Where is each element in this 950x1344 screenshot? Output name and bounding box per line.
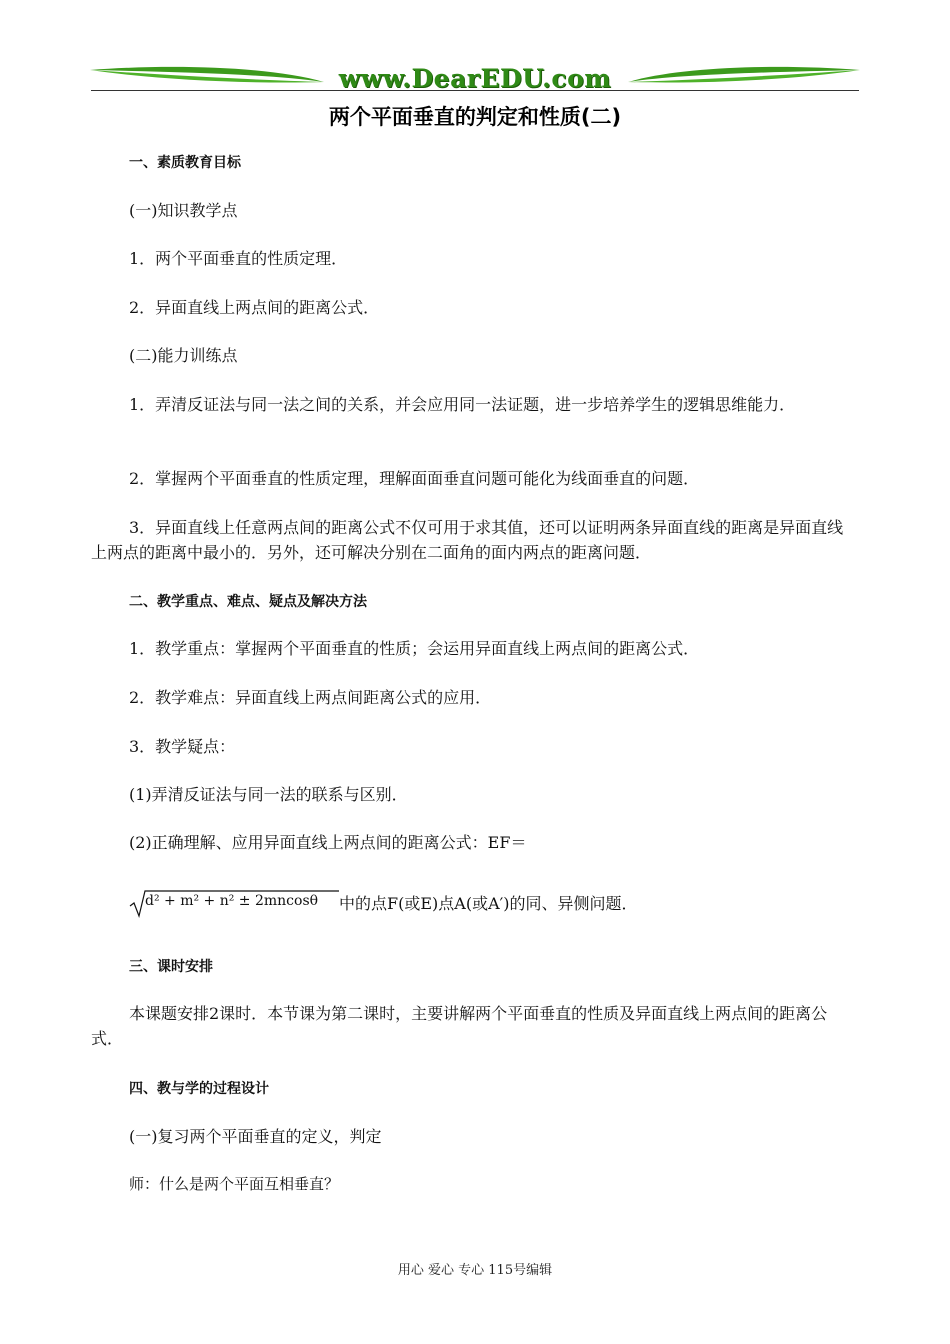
list-item: 2．掌握两个平面垂直的性质定理，理解面面垂直问题可能化为线面垂直的问题． [129, 469, 700, 488]
formula-expression: d² + m² + n² ± 2mncosθ [145, 893, 319, 909]
formula-tail-text: 中的点F(或E)点A(或A′)的同、异侧问题． [339, 894, 638, 913]
header-rule [91, 90, 859, 91]
list-item: 2．教学难点：异面直线上两点间距离公式的应用． [129, 688, 492, 707]
section-heading-2: 二、教学重点、难点、疑点及解决方法 [129, 594, 367, 610]
paragraph-ability-3: 3．异面直线上任意两点间的距离公式不仅可用于求其值，还可以证明两条异面直线的距离是异面直线上两点的距离中最小的．另外，还可解决分别在二面角的面内两点的距离问题． [91, 518, 844, 562]
section-heading-3: 三、课时安排 [129, 959, 213, 975]
header-banner [88, 60, 862, 100]
section-heading-4: 四、教与学的过程设计 [129, 1081, 269, 1097]
list-item: 1．教学重点：掌握两个平面垂直的性质；会运用异面直线上两点间的距离公式． [129, 639, 700, 658]
list-item: 1．两个平面垂直的性质定理． [129, 249, 348, 268]
subheading-knowledge: (一)知识教学点 [129, 201, 238, 220]
page-title: 两个平面垂直的判定和性质(二) [328, 105, 622, 129]
paragraph-ability-1: 1．弄清反证法与同一法之间的关系，并会应用同一法证题，进一步培养学生的逻辑思维能力． [129, 395, 796, 414]
list-item: (1)弄清反证法与同一法的联系与区别． [129, 785, 408, 804]
page-footer: 用心 爱心 专心 115号编辑 [397, 1263, 553, 1278]
teacher-question: 师：什么是两个平面互相垂直？ [129, 1175, 340, 1193]
list-item: (2)正确理解、应用异面直线上两点间的距离公式：EF＝ [129, 833, 527, 852]
site-logo[interactable]: www.DearEDU.com [338, 64, 612, 93]
list-item: 2．异面直线上两点间的距离公式． [129, 298, 380, 317]
list-item: 3．教学疑点： [129, 737, 236, 756]
section-heading-1: 一、素质教育目标 [129, 155, 241, 171]
subheading-review: (一)复习两个平面垂直的定义，判定 [129, 1127, 382, 1146]
subheading-ability: (二)能力训练点 [129, 346, 238, 365]
paragraph-schedule: 本课题安排2课时．本节课为第二课时，主要讲解两个平面垂直的性质及异面直线上两点间的距离公式． [91, 1004, 828, 1048]
